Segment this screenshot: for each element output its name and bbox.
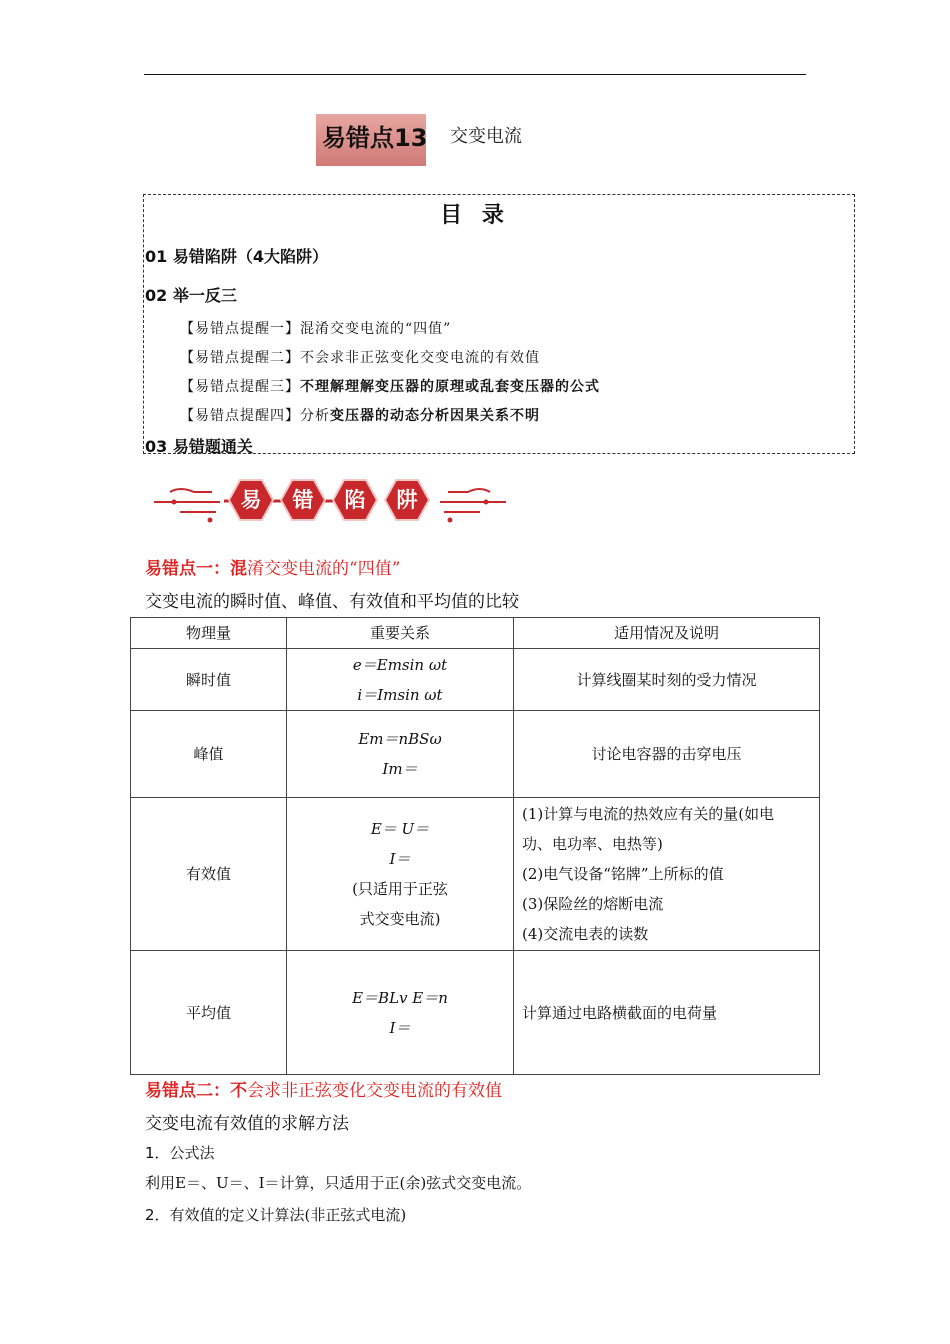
table-cell-note: 讨论电容器的击穿电压	[514, 711, 820, 798]
banner-char-3: 陷	[344, 488, 366, 512]
document-title-topic: 交变电流	[450, 126, 522, 147]
table-row	[131, 951, 820, 1075]
toc-item-examples: 02 举一反三	[145, 286, 237, 305]
toc-subitem-4: 【易错点提醒四】分析变压器的动态分析因果关系不明	[180, 408, 540, 424]
table-cell-note: 计算线圈某时刻的受力情况	[514, 649, 820, 711]
table-cell-note: (1)计算与电流的热效应有关的量(如电 功、电功率、电热等) (2)电气设备“铭牌”上所标的值 (3)保险丝的熔断电流 (4)交流电表的读数	[514, 798, 820, 951]
toc-heading: 目 录	[440, 203, 510, 228]
table-cell-quantity: 有效值	[131, 798, 287, 951]
toc-subitem-3: 【易错点提醒三】不理解理解变压器的原理或乱套变压器的公式	[180, 379, 600, 395]
table-row	[131, 711, 820, 798]
table-cell-relation: E＝BLv E＝n I＝	[287, 951, 514, 1075]
toc-subitem-1: 【易错点提醒一】混淆交变电流的“四值”	[180, 321, 452, 337]
table-cell-note: 计算通过电路横截面的电荷量	[514, 951, 820, 1075]
trap-banner-decoration	[150, 472, 510, 530]
method-2-title: 2．有效值的定义计算法(非正弦式电流)	[145, 1206, 407, 1224]
table-header-cell: 物理量	[131, 618, 287, 649]
banner-char-2: 错	[292, 488, 314, 512]
section1-heading: 易错点一：混淆交变电流的“四值”	[145, 559, 401, 579]
toc-item-traps: 01 易错陷阱（4大陷阱）	[145, 247, 328, 266]
table-header-cell: 适用情况及说明	[514, 618, 820, 649]
document-title-number: 易错点13	[322, 124, 428, 152]
banner-char-1: 易	[240, 488, 262, 512]
method-1-title: 1．公式法	[145, 1144, 215, 1162]
table-header-row	[131, 618, 820, 649]
comparison-table	[130, 617, 820, 1075]
table-cell-relation: e＝Emsin ωt i＝Imsin ωt	[287, 649, 514, 711]
section2-heading: 易错点二：不会求非正弦变化交变电流的有效值	[145, 1081, 502, 1101]
table-cell-quantity: 平均值	[131, 951, 287, 1075]
banner-char-4: 阱	[396, 488, 418, 512]
section2-subheading: 交变电流有效值的求解方法	[145, 1114, 349, 1134]
toc-subitem-2: 【易错点提醒二】不会求非正弦变化交变电流的有效值	[180, 350, 540, 366]
table-cell-quantity: 瞬时值	[131, 649, 287, 711]
toc-item-final: 03 易错题通关	[145, 437, 253, 456]
table-cell-relation: E＝ U＝ I＝ (只适用于正弦 式交变电流)	[287, 798, 514, 951]
table-cell-quantity: 峰值	[131, 711, 287, 798]
table-cell-relation: Em＝nBSω Im＝	[287, 711, 514, 798]
method-1-text: 利用E＝、U＝、I＝计算，只适用于正(余)弦式交变电流。	[145, 1174, 532, 1192]
table-header-cell: 重要关系	[287, 618, 514, 649]
table-row	[131, 798, 820, 951]
table-row	[131, 649, 820, 711]
header-rule	[144, 74, 806, 75]
section1-subheading: 交变电流的瞬时值、峰值、有效值和平均值的比较	[145, 592, 519, 612]
